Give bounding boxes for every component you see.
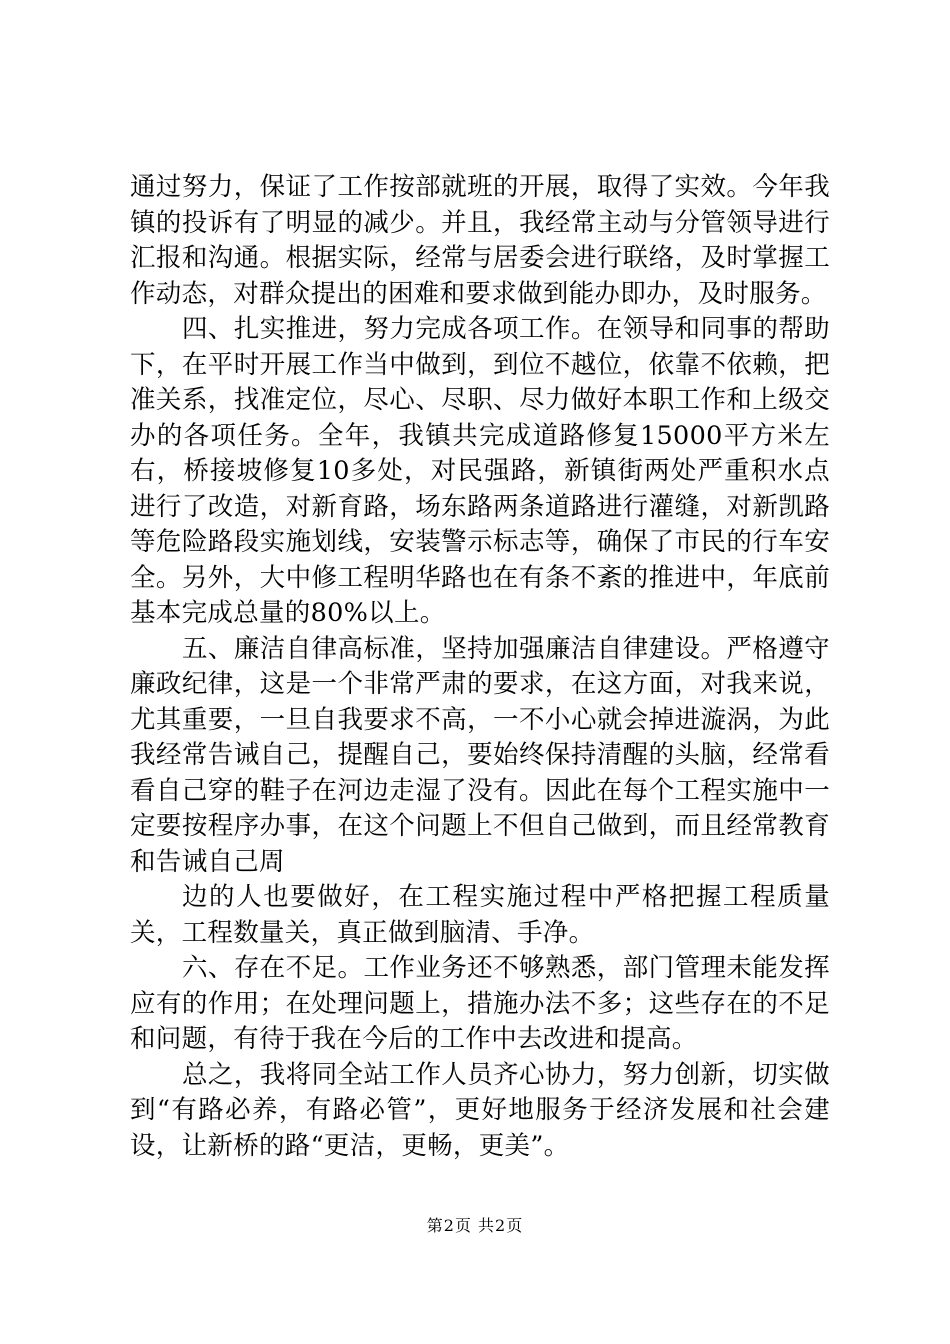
page-number-footer: 第2页 共2页 <box>426 1216 524 1235</box>
paragraph-conclusion: 总之，我将同全站工作人员齐心协力，努力创新，切实做到“有路必养，有路必管”，更好地服务于经济发展和社会建设，让新桥的路“更洁，更畅，更美”。 <box>130 1059 830 1161</box>
paragraph-section-five: 五、廉洁自律高标准，坚持加强廉洁自律建设。严格遵守廉政纪律，这是一个非常严肃的要求，在这方面，对我来说，尤其重要，一旦自我要求不高，一不小心就会掉进漩涡，为此我经常告诫自己，提醒自己，要始终保持清醒的头脑，经常看看自己穿的鞋子在河边走湿了没有。因此在每个工程实施中一定要按程序办事，在这个问题上不但自己做到，而且经常教育和告诫自己周 <box>130 633 830 877</box>
paragraph-section-six: 六、存在不足。工作业务还不够熟悉，部门管理未能发挥应有的作用；在处理问题上，措施办法不多；这些存在的不足和问题，有待于我在今后的工作中去改进和提高。 <box>130 953 830 1054</box>
paragraph-continuation: 通过努力，保证了工作按部就班的开展，取得了实效。今年我镇的投诉有了明显的减少。并且，我经常主动与分管领导进行汇报和沟通。根据实际，经常与居委会进行联络，及时掌握工作动态，对群众提出的困难和要求做到能办即办，及时服务。 <box>130 172 830 309</box>
document-body <box>130 170 830 1164</box>
paragraph-section-five-continued: 边的人也要做好，在工程实施过程中严格把握工程质量关，工程数量关，真正做到脑清、手净。 <box>130 882 830 948</box>
paragraph-section-four: 四、扎实推进，努力完成各项工作。在领导和同事的帮助下，在平时开展工作当中做到，到位不越位，依靠不依赖，把准关系，找准定位，尽心、尽职、尽力做好本职工作和上级交办的各项任务。全年，我镇共完成道路修复15000平方米左右，桥接坡修复10多处，对民强路，新镇街两处严重积水点进行了改造，对新育路，场东路两条道路进行灌缝，对新凯路等危险路段实施划线，安装警示标志等，确保了市民的行车安全。另外，大中修工程明华路也在有条不紊的推进中，年底前基本完成总量的80%以上。 <box>130 314 830 628</box>
